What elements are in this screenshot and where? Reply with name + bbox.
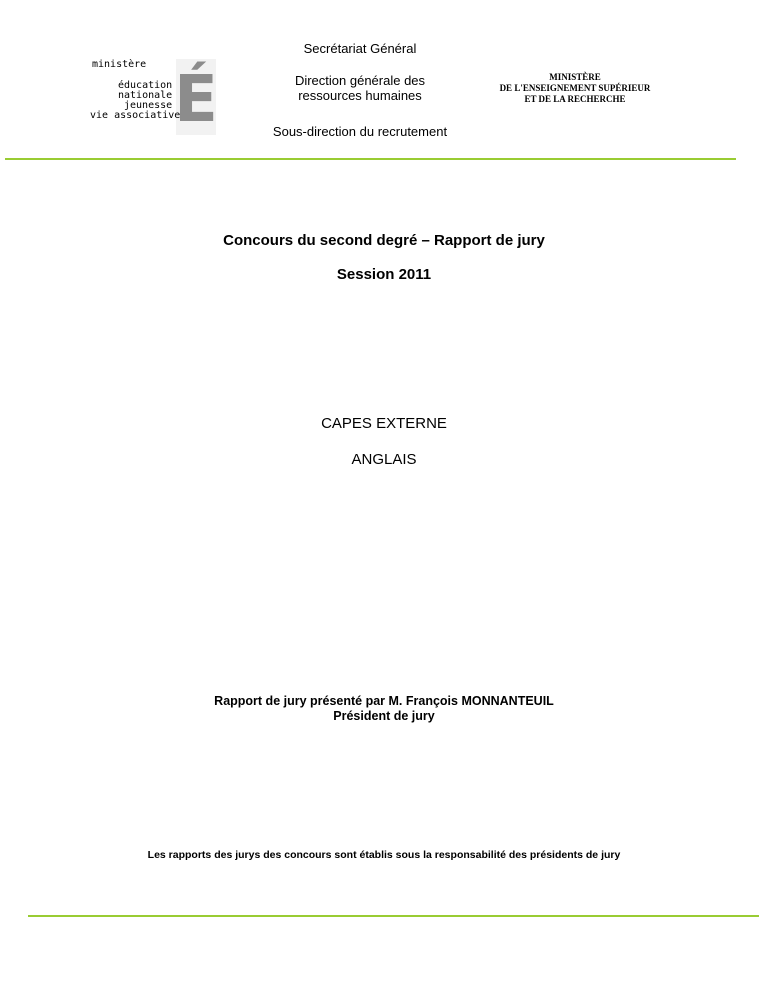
logo-line-5: vie associative (90, 110, 181, 121)
ministry-logo (90, 57, 218, 137)
presented-by-block (0, 694, 768, 724)
logo-line-2: éducation (118, 80, 173, 91)
exam-subject: ANGLAIS (351, 451, 417, 468)
presented-by: Rapport de jury présenté par M. François MONNANTEUIL (214, 694, 554, 708)
logo-letter: É (174, 63, 218, 137)
direction-generale (240, 73, 480, 103)
responsibility-note: Les rapports des jurys des concours sont établis sous la responsabilité des présidents de jury (147, 849, 621, 861)
header-divider (5, 158, 736, 160)
secretariat-general: Secrétariat Général (303, 41, 417, 56)
logo-line-3: nationale (118, 90, 173, 101)
ministere-enseignement-superieur (490, 72, 660, 105)
ministere-line-1: MINISTÈRE (549, 72, 601, 82)
logo-line-1: ministère (92, 59, 147, 70)
ministere-line-3: ET DE LA RECHERCHE (524, 94, 626, 104)
footer-divider (28, 915, 759, 917)
exam-name: CAPES EXTERNE (321, 415, 447, 432)
president-title: Président de jury (333, 709, 435, 723)
session-year: Session 2011 (336, 266, 432, 283)
sous-direction: Sous-direction du recrutement (272, 124, 448, 139)
ministere-line-2: DE L'ENSEIGNEMENT SUPÉRIEUR (499, 83, 651, 93)
direction-line-2: ressources humaines (298, 88, 422, 103)
direction-line-1: Direction générale des (294, 73, 426, 88)
education-nationale-logo-icon (90, 57, 218, 137)
logo-line-4: jeunesse (124, 100, 173, 111)
document-title: Concours du second degré – Rapport de jury (223, 232, 545, 249)
